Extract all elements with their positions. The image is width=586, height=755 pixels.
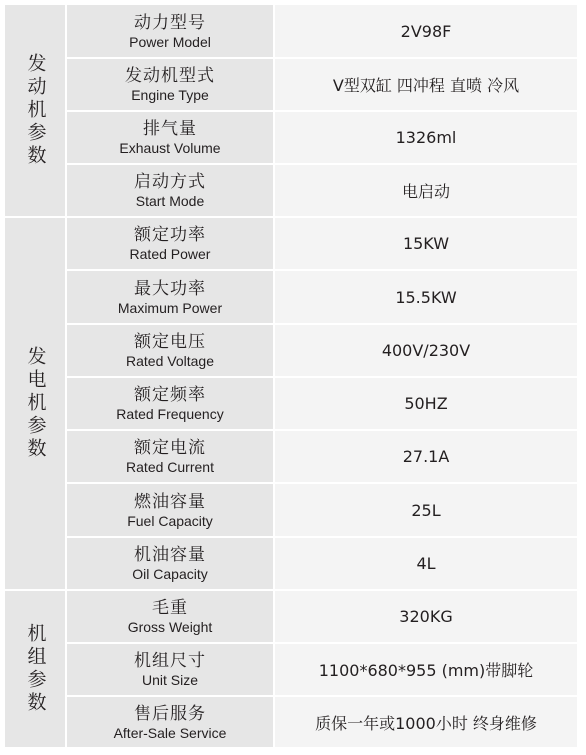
label-en: Gross Weight: [127, 619, 213, 635]
label-en: Maximum Power: [117, 299, 223, 316]
value-text: 电启动: [401, 182, 450, 201]
label-en: Rated Current: [126, 459, 214, 475]
row-value: [275, 218, 579, 271]
row-value: [275, 325, 579, 378]
label-zh: 动力型号: [134, 12, 206, 33]
row-value: [275, 591, 579, 644]
row-value: [275, 697, 579, 749]
row-label: [67, 325, 275, 378]
row-value: [275, 165, 579, 218]
row-label: [67, 112, 275, 165]
spec-table: [5, 5, 579, 749]
value-text: 质保一年或1000小时 终身维修: [315, 713, 537, 733]
value-text: V型双缸 四冲程 直喷 冷风: [332, 76, 520, 95]
label-zh: 额定电压: [134, 332, 206, 352]
row-value: [275, 59, 579, 112]
label-zh: 最大功率: [134, 278, 206, 299]
value-text: 15.5KW: [395, 287, 457, 307]
label-zh: 机组尺寸: [134, 651, 206, 671]
row-label: [67, 538, 275, 591]
value-text: 50HZ: [404, 394, 448, 413]
value-text: 2V98F: [400, 21, 452, 41]
label-zh: 额定功率: [134, 225, 206, 245]
label-zh: 额定频率: [134, 385, 206, 405]
label-en: Oil Capacity: [132, 566, 208, 582]
label-en: Rated Power: [129, 246, 211, 262]
label-zh: 额定电流: [134, 438, 206, 458]
value-text: 1326ml: [395, 128, 457, 147]
label-zh: 启动方式: [134, 172, 206, 192]
value-text: 320KG: [399, 607, 453, 626]
row-value: [275, 484, 579, 538]
value-text: 15KW: [402, 234, 450, 253]
category-generator: [5, 218, 67, 591]
row-label: [67, 591, 275, 644]
row-label: [67, 5, 275, 59]
row-label: [67, 218, 275, 271]
row-label: [67, 484, 275, 538]
value-text: 27.1A: [402, 447, 450, 466]
value-text: 4L: [416, 554, 436, 573]
category-label: 机组参数: [24, 623, 47, 715]
value-text: 1100*680*955 (mm)带脚轮: [318, 661, 534, 680]
row-label: [67, 644, 275, 697]
category-unit: [5, 591, 67, 749]
row-label: [67, 271, 275, 325]
row-value: [275, 644, 579, 697]
label-zh: 机油容量: [134, 545, 206, 565]
label-en: Rated Voltage: [126, 353, 214, 369]
label-en: After-Sale Service: [113, 724, 227, 741]
row-value: [275, 5, 579, 59]
label-zh: 毛重: [152, 598, 188, 618]
row-label: [67, 59, 275, 112]
label-en: Fuel Capacity: [127, 512, 213, 529]
category-engine: [5, 5, 67, 218]
row-value: [275, 538, 579, 591]
value-text: 25L: [411, 500, 441, 520]
row-value: [275, 112, 579, 165]
label-en: Rated Frequency: [116, 406, 224, 422]
row-value: [275, 271, 579, 325]
label-zh: 发动机型式: [125, 66, 215, 86]
row-label: [67, 165, 275, 218]
row-value: [275, 431, 579, 484]
label-zh: 燃油容量: [134, 491, 206, 512]
label-en: Start Mode: [135, 193, 205, 209]
label-en: Exhaust Volume: [119, 140, 221, 156]
row-label: [67, 431, 275, 484]
label-en: Power Model: [129, 33, 211, 50]
label-zh: 售后服务: [134, 703, 206, 724]
category-label: 发动机参数: [24, 53, 47, 168]
label-en: Engine Type: [131, 87, 209, 103]
label-zh: 排气量: [143, 119, 197, 139]
row-value: [275, 378, 579, 431]
row-label: [67, 697, 275, 749]
category-label: 发电机参数: [24, 346, 47, 461]
row-label: [67, 378, 275, 431]
label-en: Unit Size: [141, 672, 199, 688]
value-text: 400V/230V: [381, 341, 471, 360]
